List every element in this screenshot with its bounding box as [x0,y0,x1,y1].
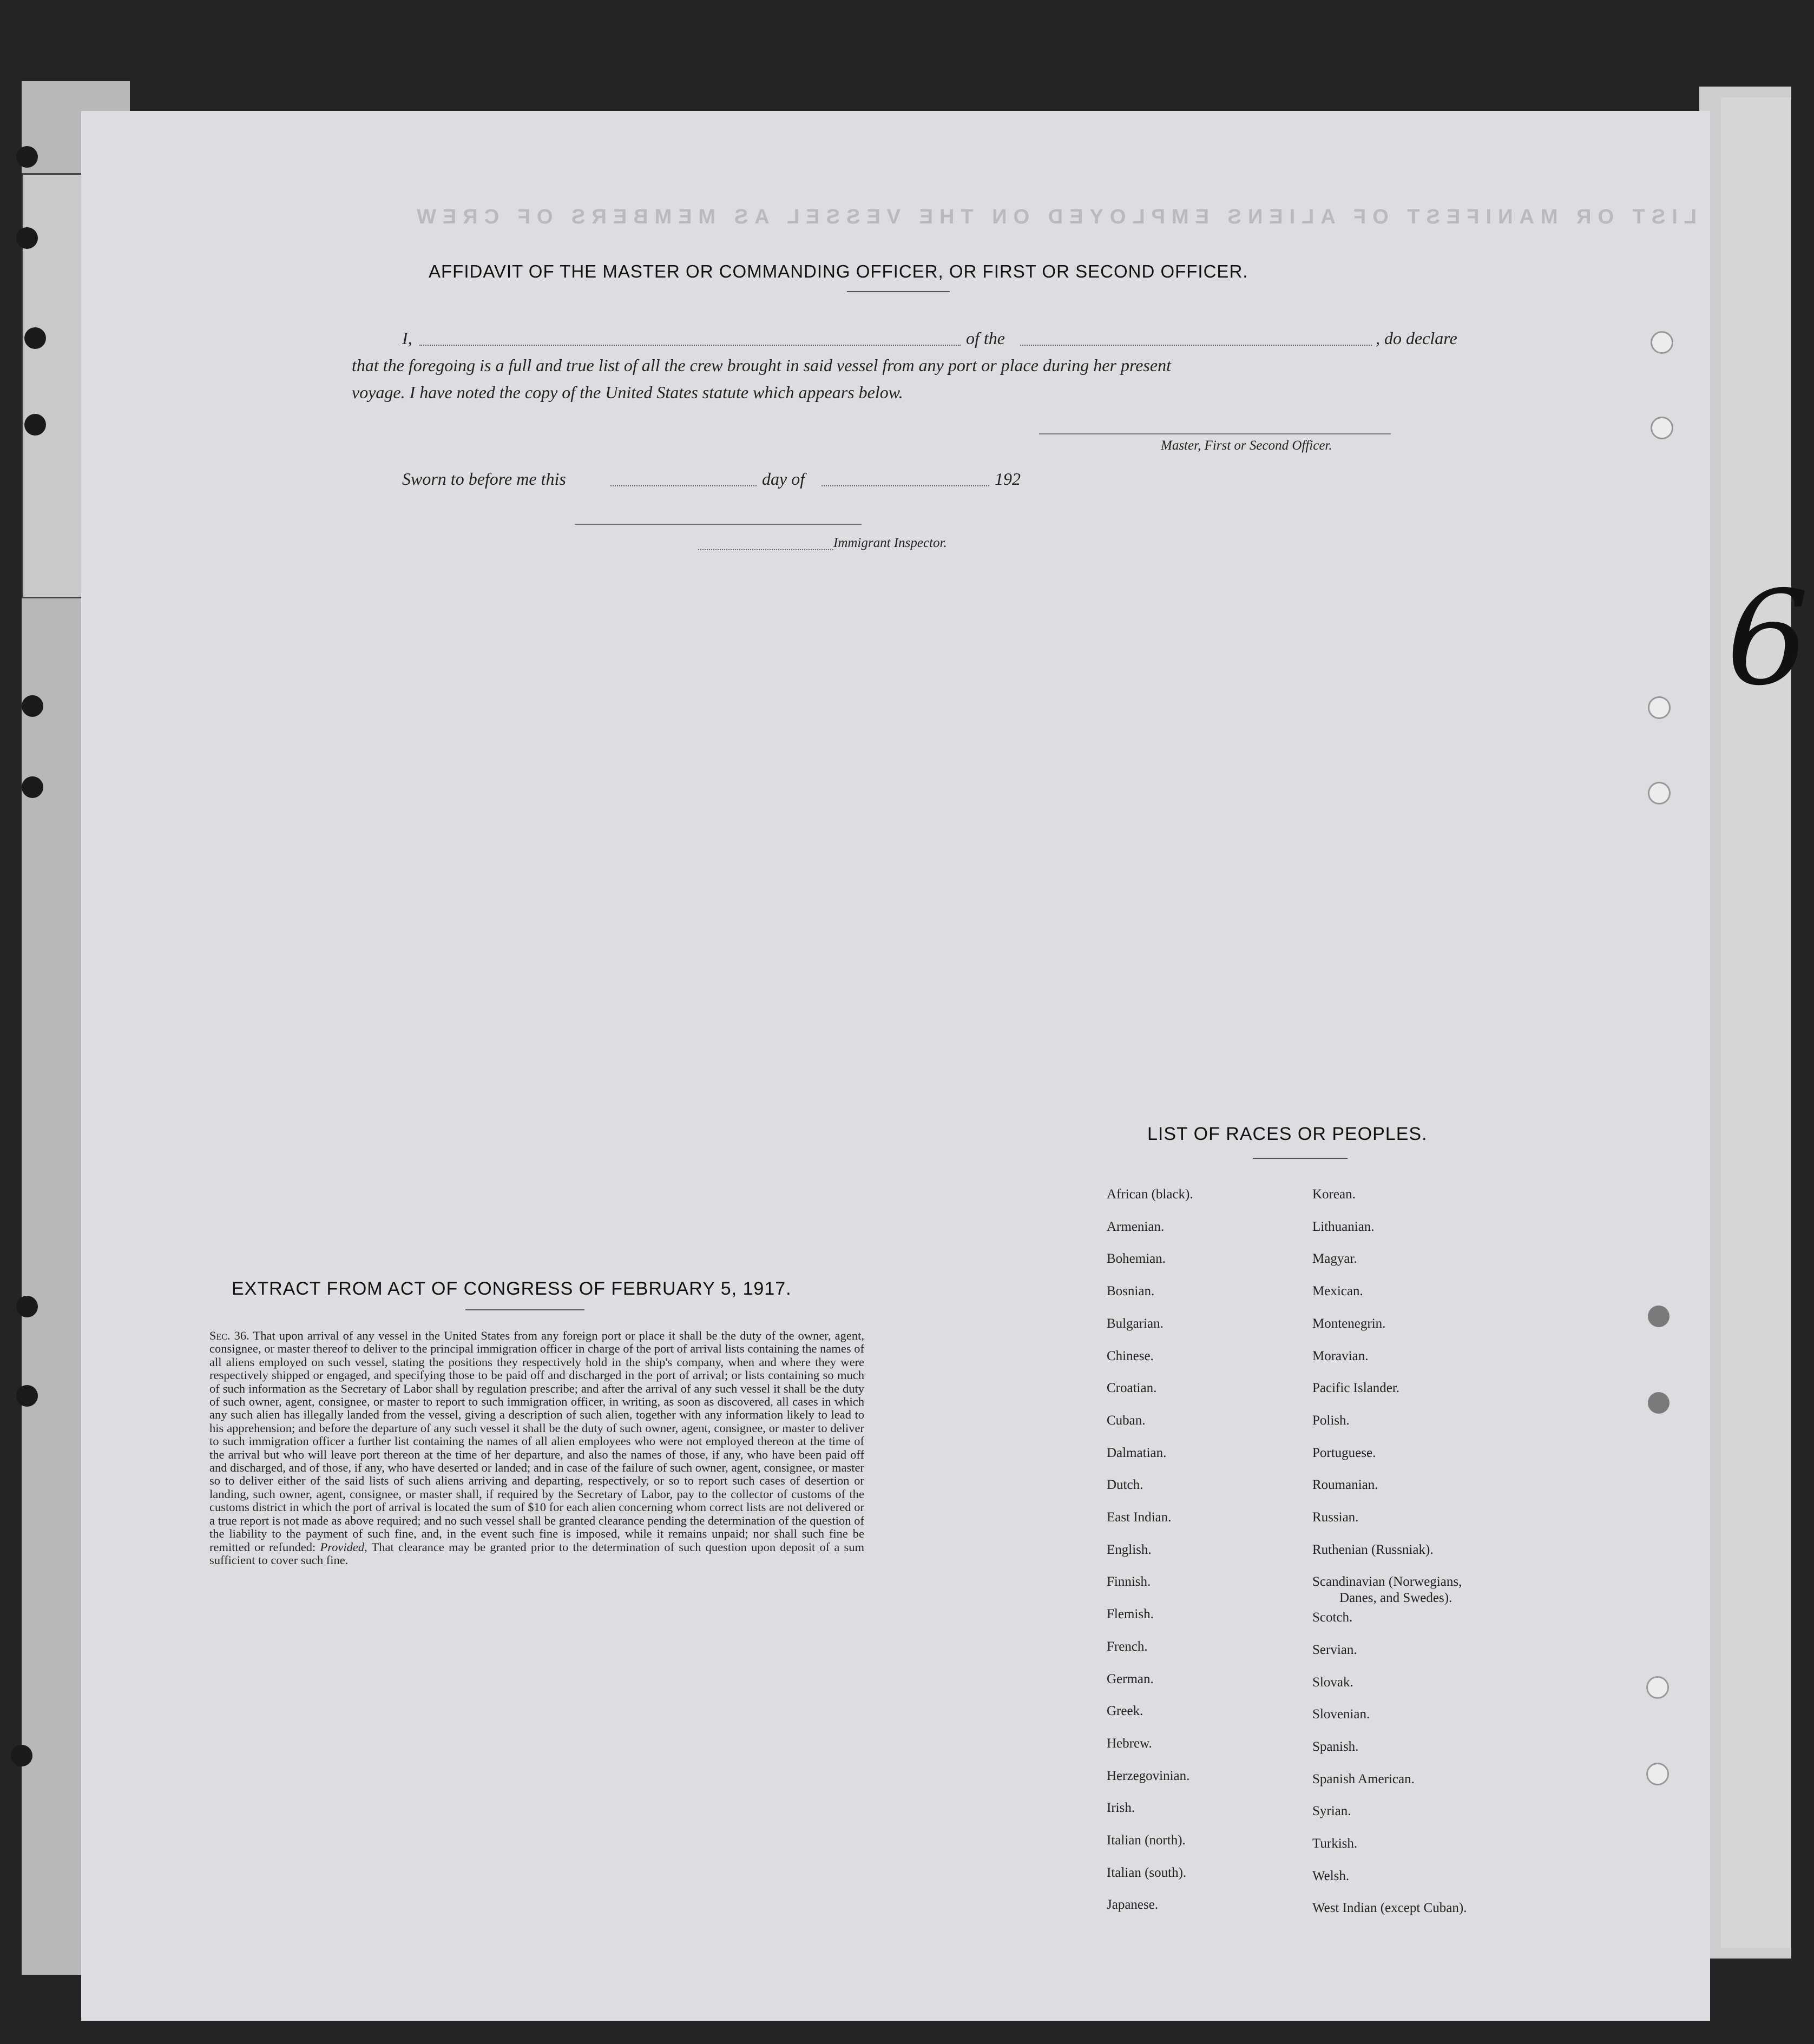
race-item: Magyar. [1312,1251,1357,1266]
race-item: Polish. [1312,1413,1350,1428]
binder-hole [1651,417,1673,439]
race-item: Roumanian. [1312,1478,1378,1492]
race-item: Dutch. [1107,1478,1143,1492]
race-item: Armenian. [1107,1219,1165,1234]
race-item: East Indian. [1107,1510,1172,1525]
race-item: Bohemian. [1107,1251,1166,1266]
race-item: Spanish American. [1312,1772,1415,1786]
affidavit-vessel-field[interactable] [1020,345,1372,346]
race-item: Servian. [1312,1643,1357,1657]
margin-numeral: 6 [1726,563,1809,714]
binder-hole [1646,1763,1669,1785]
race-item: Syrian. [1312,1804,1351,1818]
race-item: Dalmatian. [1107,1446,1167,1460]
race-item: Scandinavian (Norwegians, [1312,1574,1462,1589]
extract-title-rule [465,1309,584,1310]
race-item: German. [1107,1672,1154,1686]
race-item: Scotch. [1312,1610,1353,1625]
race-item: Croatian. [1107,1381,1157,1395]
race-item: Japanese. [1107,1897,1159,1912]
sworn-month-field[interactable] [821,485,989,486]
sworn-label: Sworn to before me this [402,469,566,489]
inspector-signature-line[interactable] [575,524,862,525]
sworn-day-field[interactable] [610,485,757,486]
race-item: Cuban. [1107,1413,1146,1428]
race-item: Slovak. [1312,1675,1353,1690]
binder-hole [22,776,43,798]
affidavit-declare-label: , do declare [1376,328,1457,348]
form-page [81,111,1710,2021]
race-item: Hebrew. [1107,1736,1152,1751]
race-item: Bulgarian. [1107,1316,1164,1331]
extract-section: Sec. 36. [209,1329,249,1342]
affidavit-name-field[interactable] [419,345,961,346]
races-title: LIST OF RACES OR PEOPLES. [1147,1124,1428,1144]
binder-hole [1648,782,1671,805]
race-item: Russian. [1312,1510,1359,1525]
race-item: African (black). [1107,1187,1193,1202]
underlying-page-right-inner [1721,97,1791,1948]
race-item: Moravian. [1312,1349,1369,1363]
binder-hole [1648,696,1671,719]
extract-text [209,1329,864,1567]
race-item: Italian (north). [1107,1833,1186,1848]
bleed-through-text: LIST OR MANIFEST OF ALIENS EMPLOYED ON THE VESSEL AS MEMBERS OF CREW [410,206,1697,228]
extract-text-end: That clearance may be granted prior to the determination of such question upon deposit of a sum sufficient to cover such fine. [209,1540,865,1567]
inspector-label: Immigrant Inspector. [833,536,947,550]
binder-hole [16,1385,38,1407]
binder-hole [24,327,46,349]
race-item: Greek. [1107,1704,1143,1718]
race-item: Irish. [1107,1801,1135,1815]
binder-hole [11,1745,32,1766]
affidavit-line-2: that the foregoing is a full and true list of all the crew brought in said vessel from any port or place during her present [352,355,1171,375]
extract-title: EXTRACT FROM ACT OF CONGRESS OF FEBRUARY 5, 1917. [232,1278,792,1299]
officer-signature-line[interactable] [1039,433,1391,434]
binder-hole [1648,1305,1670,1327]
binder-hole [1651,331,1673,354]
binder-hole [16,227,38,249]
binder-hole [22,695,43,717]
race-item: Lithuanian. [1312,1219,1375,1234]
race-item: Korean. [1312,1187,1356,1202]
race-item: Pacific Islander. [1312,1381,1400,1395]
race-item: Italian (south). [1107,1865,1187,1880]
sworn-year-label: 192 [995,469,1021,489]
binder-hole [1648,1392,1670,1414]
race-item: West Indian (except Cuban). [1312,1901,1467,1915]
race-item: English. [1107,1542,1152,1557]
race-item: Herzegovinian. [1107,1769,1190,1783]
race-item: Spanish. [1312,1739,1359,1754]
affidavit-i-label: I, [402,328,412,348]
race-item: Finnish. [1107,1574,1151,1589]
sworn-day-of-label: day of [762,469,805,489]
race-item: Danes, and Swedes). [1339,1591,1452,1605]
race-item: Bosnian. [1107,1284,1155,1298]
race-item: Turkish. [1312,1836,1358,1851]
affidavit-of-the-label: of the [966,328,1005,348]
extract-proviso: Provided, [320,1540,367,1554]
race-item: Chinese. [1107,1349,1154,1363]
binder-hole [16,146,38,168]
race-item: French. [1107,1639,1148,1654]
race-item: Flemish. [1107,1607,1154,1621]
inspector-name-field[interactable] [698,549,833,550]
race-item: Ruthenian (Russniak). [1312,1542,1434,1557]
race-item: Mexican. [1312,1284,1363,1298]
affidavit-title-rule [847,291,950,292]
races-title-rule [1253,1158,1348,1159]
binder-hole [16,1296,38,1317]
extract-text-main: That upon arrival of any vessel in the United States from any foreign port or place it shall be the duty of the owner, agent, consignee, or master thereof to deliver to the principal immigration officer in charge of the port of arrival lists containing the names of all aliens employed on such vessel, stating the positions they respectively hold in the ship's company, when and where they were respectively shipped or engaged, and specifying those to be paid off and discharged in the port of arrival; or lists containing so much of such information as the Secretary of Labor shall by regulation prescribe; and after the arrival of any such vessel it shall be the duty of such owner, agent, consignee, or master to report to such immigration officer, in writing, as soon as discovered, all cases in which any such alien has illegally landed from the vessel, giving a description of such alien, together with any information likely to lead to his apprehension; and before the departure of any such vessel it shall be the duty of such owner, agent, consignee, or master to deliver to such immigration officer a further list containing the names of all alien employees who were not employed thereon at the time of the arrival but who will leave port thereon at the time of her departure, and also the names of those, if any, who have been paid off and discharged, and of those, if any, who have deserted or landed; and in case of the failure of such owner, agent, consignee, or master so to deliver either of the said lists of such aliens arriving and departing, respectively, or so to report such cases of desertion or landing, such owner, agent, consignee, or master shall, if required by the Secretary of Labor, pay to the collector of customs of the customs district in which the port of arrival is located the sum of $10 for each alien concerning whom correct lists are not delivered or a true report is not made as above required; and no such vessel shall be granted clearance pending the determination of the question of the liability to the payment of such fine, and, in the event such fine is imposed, while it remains unpaid; nor shall such fine be remitted or refunded: [209,1329,865,1554]
binder-hole [24,414,46,436]
race-item: Welsh. [1312,1869,1350,1883]
race-item: Slovenian. [1312,1707,1370,1722]
affidavit-line-3: voyage. I have noted the copy of the United States statute which appears below. [352,383,903,402]
race-item: Montenegrin. [1312,1316,1386,1331]
officer-signature-label: Master, First or Second Officer. [1161,438,1332,453]
affidavit-title: AFFIDAVIT OF THE MASTER OR COMMANDING OFFICER, OR FIRST OR SECOND OFFICER. [429,261,1248,281]
binder-hole [1646,1676,1669,1699]
race-item: Portuguese. [1312,1446,1376,1460]
